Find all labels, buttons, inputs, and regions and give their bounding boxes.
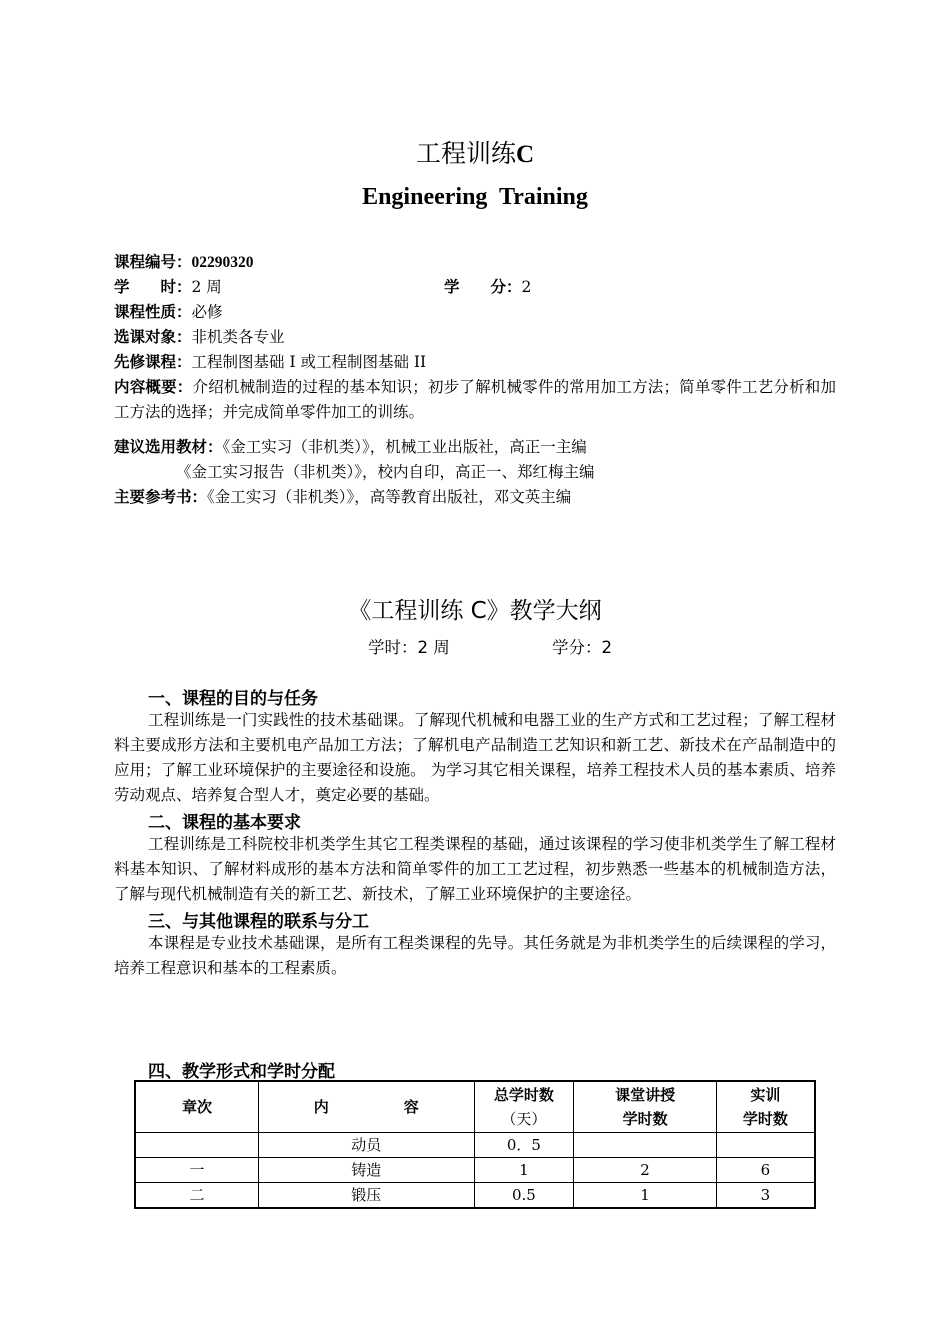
header-practice bbox=[716, 1081, 815, 1133]
course-nature-line bbox=[114, 300, 223, 325]
course-prereq-value: 工程制图基础 I 或工程制图基础 II bbox=[191, 353, 427, 371]
cell-lecture: 2 bbox=[574, 1158, 716, 1183]
header-total-line-2: （天） bbox=[501, 1110, 547, 1128]
header-content: 内 容 bbox=[259, 1081, 474, 1133]
syllabus-hours: 学时：2 周 bbox=[368, 638, 450, 657]
cell-practice: 6 bbox=[716, 1158, 815, 1183]
header-practice-line-1: 实训 bbox=[750, 1086, 781, 1104]
cell-lecture bbox=[574, 1133, 716, 1158]
course-prereq-label: 先修课程： bbox=[114, 353, 192, 371]
cell-total: 0.5 bbox=[474, 1183, 574, 1209]
course-credit-line bbox=[444, 275, 531, 300]
cell-content: 动员 bbox=[259, 1133, 474, 1158]
cell-chapter: 二 bbox=[135, 1183, 259, 1209]
course-hours-value: 2 周 bbox=[191, 278, 222, 296]
reference-line bbox=[114, 485, 571, 510]
syllabus-credit: 学分：2 bbox=[552, 638, 612, 657]
course-target-value: 非机类各专业 bbox=[191, 328, 285, 346]
hours-table bbox=[134, 1080, 816, 1209]
section-3-body: 本课程是专业技术基础课，是所有工程类课程的先导。其任务就是为非机类学生的后续课程的学习，培养工程意识和基本的工程素质。 bbox=[114, 934, 836, 977]
reference-label: 主要参考书： bbox=[114, 488, 208, 506]
course-hours-label: 学 时： bbox=[114, 278, 192, 296]
header-practice-line-2: 学时数 bbox=[742, 1110, 788, 1128]
header-chapter: 章次 bbox=[135, 1081, 259, 1133]
course-title-cn-text: 工程训练 bbox=[415, 139, 516, 168]
course-title-en: Engineering Training bbox=[362, 184, 588, 210]
course-summary-label: 内容概要： bbox=[114, 378, 193, 396]
textbook-line-1 bbox=[114, 435, 587, 460]
reference-value: 《金工实习（非机类）》，高等教育出版社，邓文英主编 bbox=[207, 488, 572, 506]
cell-total: 1 bbox=[474, 1158, 574, 1183]
course-credit-value: 2 bbox=[521, 278, 532, 296]
course-target-label: 选课对象： bbox=[114, 328, 192, 346]
textbook-value-1: 《金工实习（非机类）》，机械工业出版社，高正一主编 bbox=[222, 438, 587, 456]
cell-content: 铸造 bbox=[259, 1158, 474, 1183]
textbook-line-2 bbox=[176, 460, 595, 485]
cell-content: 锻压 bbox=[259, 1183, 474, 1209]
table-row bbox=[135, 1158, 815, 1183]
course-title-cn-letter: C bbox=[515, 141, 535, 168]
cell-total: 0．5 bbox=[474, 1133, 574, 1158]
cell-chapter bbox=[135, 1133, 259, 1158]
section-4-heading: 四、教学形式和学时分配 bbox=[148, 1062, 335, 1082]
cell-lecture: 1 bbox=[574, 1183, 716, 1209]
table-row bbox=[135, 1133, 815, 1158]
table-header-row bbox=[135, 1081, 815, 1133]
course-target-line bbox=[114, 325, 285, 350]
course-code-line bbox=[114, 250, 254, 275]
header-lecture-line-2: 学时数 bbox=[622, 1110, 668, 1128]
course-title-cn bbox=[0, 134, 950, 170]
header-total bbox=[474, 1081, 574, 1133]
section-1-body: 工程训练是一门实践性的技术基础课。了解现代机械和电器工业的生产方式和工艺过程；了解工程材料主要成形方法和主要机电产品加工方法；了解机电产品制造工艺知识和新工艺、新技术在产品制造中的应用；了解工业环境保护的主要途径和设施。 为学习其它相关课程，培养工程技术人员的基本素质、培养劳动观点、培养复合型人才，奠定必要的基础。 bbox=[114, 711, 836, 804]
table-row bbox=[135, 1183, 815, 1209]
header-lecture bbox=[574, 1081, 716, 1133]
cell-chapter: 一 bbox=[135, 1158, 259, 1183]
course-nature-value: 必修 bbox=[191, 303, 223, 321]
textbook-label: 建议选用教材： bbox=[114, 438, 223, 456]
course-code-value: 02290320 bbox=[191, 254, 254, 271]
course-credit-label: 学 分： bbox=[444, 278, 522, 296]
cell-practice bbox=[716, 1133, 815, 1158]
cell-practice: 3 bbox=[716, 1183, 815, 1209]
section-2-body: 工程训练是工科院校非机类学生其它工程类课程的基础，通过该课程的学习使非机类学生了解工程材料基本知识、了解材料成形的基本方法和简单零件的加工工艺过程，初步熟悉一些基本的机械制造方法，了解与现代机械制造有关的新工艺、新技术，了解工业环境保护的主要途径。 bbox=[114, 835, 836, 903]
course-prereq-line bbox=[114, 350, 426, 375]
course-summary-value: 介绍机械制造的过程的基本知识；初步了解机械零件的常用加工方法；简单零件工艺分析和加工方法的选择；并完成简单零件加工的训练。 bbox=[114, 378, 836, 421]
section-3-heading: 三、与其他课程的联系与分工 bbox=[148, 912, 369, 932]
course-nature-label: 课程性质： bbox=[114, 303, 192, 321]
section-2-heading: 二、课程的基本要求 bbox=[148, 813, 301, 833]
course-hours-line bbox=[114, 275, 222, 300]
section-1-heading: 一、课程的目的与任务 bbox=[148, 689, 318, 709]
course-code-label: 课程编号： bbox=[114, 253, 192, 271]
header-total-line-1: 总学时数 bbox=[493, 1086, 554, 1104]
textbook-value-2: 《金工实习报告（非机类）》，校内自印，高正一、郑红梅主编 bbox=[176, 463, 595, 481]
syllabus-title: 《工程训练 C》教学大纲 bbox=[348, 598, 602, 624]
header-lecture-line-1: 课堂讲授 bbox=[615, 1086, 676, 1104]
course-summary bbox=[114, 375, 836, 425]
